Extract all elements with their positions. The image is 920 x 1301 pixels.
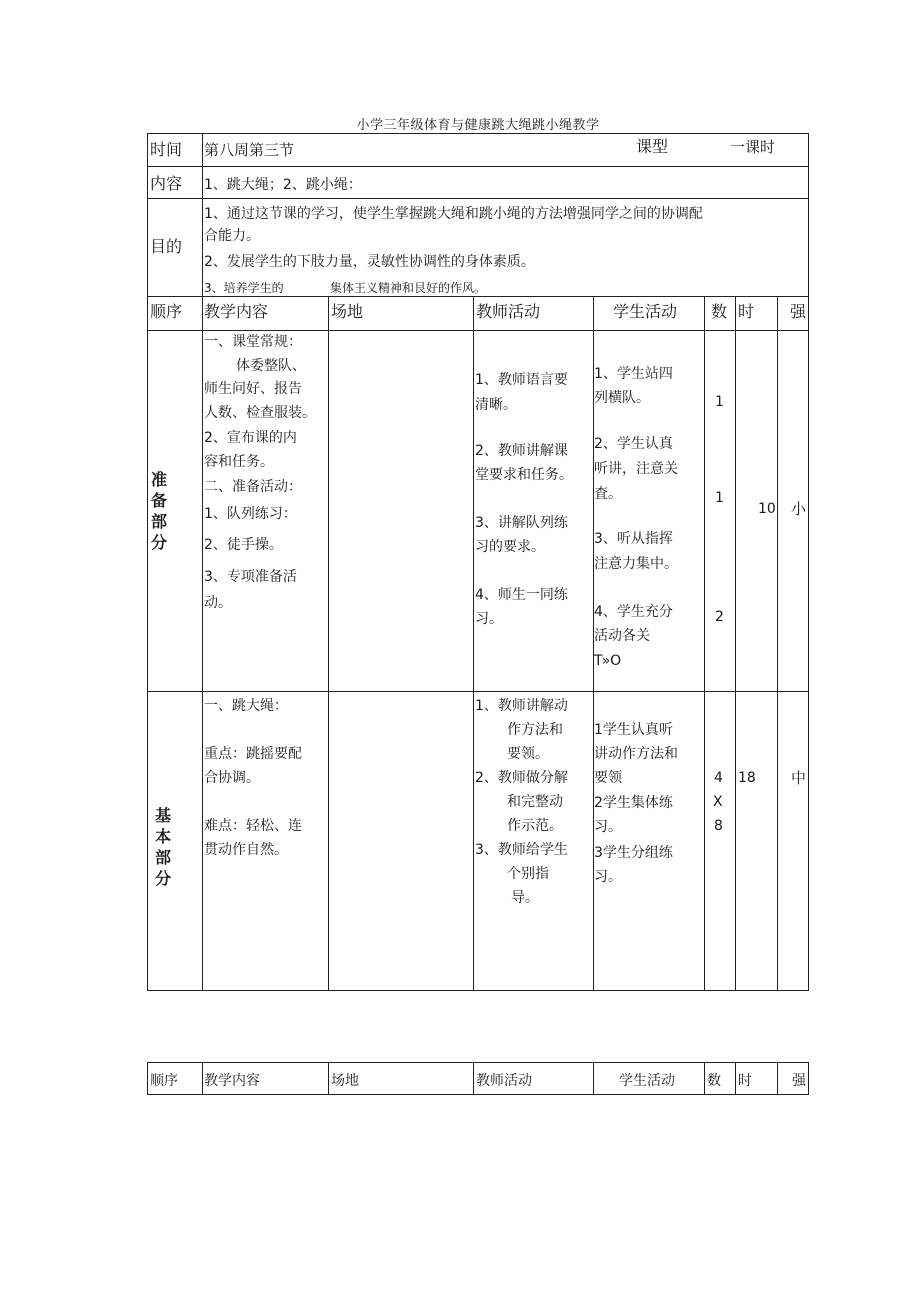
- header-venue: 场地: [331, 302, 364, 321]
- prep-content-line: 容和任务。: [204, 454, 274, 470]
- prep-content-line: 师生问好、报告: [204, 381, 302, 397]
- column-divider: [777, 296, 778, 991]
- time-label: 时间: [150, 140, 183, 159]
- basic-content-line: 难点：轻松、连: [204, 818, 302, 834]
- prep-teacher-line: 4、师生一同练: [475, 587, 568, 603]
- prep-teacher-line: 1、教师语言要: [475, 372, 568, 388]
- basic-count-line: X: [713, 794, 723, 810]
- column-divider: [328, 296, 329, 991]
- table-border-bottom: [147, 990, 809, 991]
- basic-teacher-line: 作方法和: [507, 722, 563, 738]
- goal-line-1: 1、通过这节课的学习，使学生掌握跳大绳和跳小绳的方法增强同学之间的协调配: [204, 206, 703, 222]
- prep-teacher-line: 习的要求。: [475, 539, 545, 555]
- prep-teacher-line: 习。: [475, 611, 503, 627]
- column-divider: [473, 1062, 474, 1095]
- prep-content-line: 人数、检查服装。: [204, 405, 316, 421]
- prep-content-line: 2、宣布课的内: [204, 430, 297, 446]
- basic-student-line: 2学生集体练: [594, 795, 673, 811]
- column-divider: [202, 1062, 203, 1095]
- lesson-type-value: 一课时: [730, 138, 776, 156]
- table-border-top: [147, 1062, 809, 1063]
- prep-count: 1: [715, 394, 724, 410]
- table-border-top: [147, 133, 809, 134]
- row-divider: [147, 691, 809, 692]
- header-time: 时: [738, 302, 755, 321]
- basic-student-line: 讲动作方法和: [594, 746, 678, 762]
- prep-intensity: 小: [791, 500, 807, 518]
- prep-student-line: 2、学生认真: [594, 436, 673, 452]
- content-value: 1、跳大绳；2、跳小绳：: [204, 177, 362, 193]
- prep-student-line: 注意力集中。: [594, 556, 678, 572]
- column-divider: [202, 133, 203, 991]
- prep-student-line: 听讲，注意关: [594, 461, 678, 477]
- header-teacher: 教师活动: [476, 1073, 532, 1089]
- basic-content-line: 重点：跳摇要配: [204, 746, 302, 762]
- basic-teacher-line: 1、教师讲解动: [475, 698, 568, 714]
- document-title: 小学三年级体育与健康跳大绳跳小绳教学: [356, 118, 600, 133]
- continuation-table: [147, 1062, 809, 1095]
- header-content: 教学内容: [204, 1073, 260, 1089]
- basic-teacher-line: 要领。: [507, 746, 549, 762]
- lesson-plan-table: [147, 133, 809, 991]
- prep-teacher-line: 清晰。: [475, 397, 517, 413]
- column-divider: [593, 1062, 594, 1095]
- column-divider: [735, 296, 736, 991]
- prep-content-line: 二、准备活动：: [204, 479, 302, 495]
- prep-student-line: 4、学生充分: [594, 604, 673, 620]
- content-label: 内容: [150, 174, 183, 193]
- basic-teacher-line: 和完整动: [507, 794, 563, 810]
- header-time: 时: [738, 1073, 752, 1089]
- goal-line-3a: 3、培养学生的: [204, 281, 284, 295]
- prep-count: 2: [715, 609, 724, 625]
- prep-content-line: 3、专项准备活: [204, 569, 297, 585]
- basic-teacher-line: 导。: [511, 890, 539, 906]
- column-divider: [704, 1062, 705, 1095]
- basic-section-label: 基本部分: [154, 806, 171, 888]
- column-divider: [704, 296, 705, 991]
- column-divider: [777, 1062, 778, 1095]
- header-teacher: 教师活动: [476, 302, 541, 321]
- basic-content-line: 贯动作自然。: [204, 842, 288, 858]
- prep-student-line: 列横队。: [594, 390, 650, 406]
- prep-time: 10: [758, 501, 776, 517]
- prep-teacher-line: 堂要求和任务。: [475, 467, 573, 483]
- header-count: 数: [711, 302, 728, 321]
- table-border-left: [147, 1062, 148, 1095]
- basic-content-line: 一、跳大绳：: [204, 698, 288, 714]
- column-divider: [328, 1062, 329, 1095]
- header-content: 教学内容: [204, 302, 269, 321]
- basic-teacher-line: 作示范。: [507, 818, 563, 834]
- prep-content-line: 动。: [204, 595, 232, 611]
- table-border-bottom: [147, 1094, 809, 1095]
- lesson-type-label: 课型: [636, 137, 669, 156]
- header-intensity: 强: [790, 302, 807, 321]
- prep-content-line: 2、徒手操。: [204, 537, 283, 553]
- basic-teacher-line: 个别指: [507, 866, 549, 882]
- basic-count-line: 8: [714, 818, 723, 834]
- prep-student-line: T»O: [594, 653, 622, 669]
- basic-student-line: 要领: [594, 770, 622, 786]
- row-divider: [147, 166, 809, 167]
- prep-content-line: 一、课堂常规：: [204, 334, 302, 350]
- header-order: 顺序: [150, 1073, 178, 1089]
- goal-line-1-cont: 合能力。: [204, 228, 260, 244]
- prep-content-line: 体委整队、: [236, 358, 306, 374]
- prep-student-line: 3、听从指挥: [594, 531, 673, 547]
- basic-student-line: 3学生分组练: [594, 845, 673, 861]
- basic-student-line: 习。: [594, 869, 622, 885]
- goal-line-3b: 集体王义精神和艮好的作风。: [330, 281, 487, 295]
- basic-intensity: 中: [791, 769, 807, 787]
- header-student: 学生活动: [613, 302, 678, 321]
- time-value: 第八周第三节: [204, 141, 295, 159]
- prep-section-label: 准备部分: [150, 470, 167, 552]
- column-divider: [735, 1062, 736, 1095]
- basic-teacher-line: 2、教师做分解: [475, 770, 568, 786]
- goal-label: 目的: [150, 237, 183, 256]
- prep-content-line: 1、队列练习：: [204, 506, 297, 522]
- prep-student-line: 査。: [594, 486, 622, 502]
- prep-student-line: 活动各关: [594, 628, 650, 644]
- basic-student-line: 习。: [594, 819, 622, 835]
- basic-teacher-line: 3、教师给学生: [475, 842, 568, 858]
- header-venue: 场地: [331, 1073, 359, 1089]
- table-border-left: [147, 133, 148, 991]
- header-student: 学生活动: [619, 1073, 675, 1089]
- header-intensity: 强: [792, 1073, 806, 1089]
- basic-content-line: 合协调。: [204, 770, 260, 786]
- basic-student-line: 1学生认真听: [594, 722, 673, 738]
- row-divider: [147, 198, 809, 199]
- basic-time: 18: [738, 770, 756, 786]
- table-border-right: [808, 133, 809, 991]
- prep-student-line: 1、学生站四: [594, 366, 673, 382]
- prep-teacher-line: 2、教师讲解课: [475, 443, 568, 459]
- header-count: 数: [707, 1073, 721, 1089]
- prep-count: 1: [715, 490, 724, 506]
- column-divider: [473, 296, 474, 991]
- basic-count-line: 4: [714, 770, 723, 786]
- header-order: 顺序: [150, 302, 183, 321]
- goal-line-2: 2、发展学生的下肢力量，灵敏性协调性的身体素质。: [204, 254, 535, 270]
- prep-teacher-line: 3、讲解队列练: [475, 515, 568, 531]
- table-border-right: [808, 1062, 809, 1095]
